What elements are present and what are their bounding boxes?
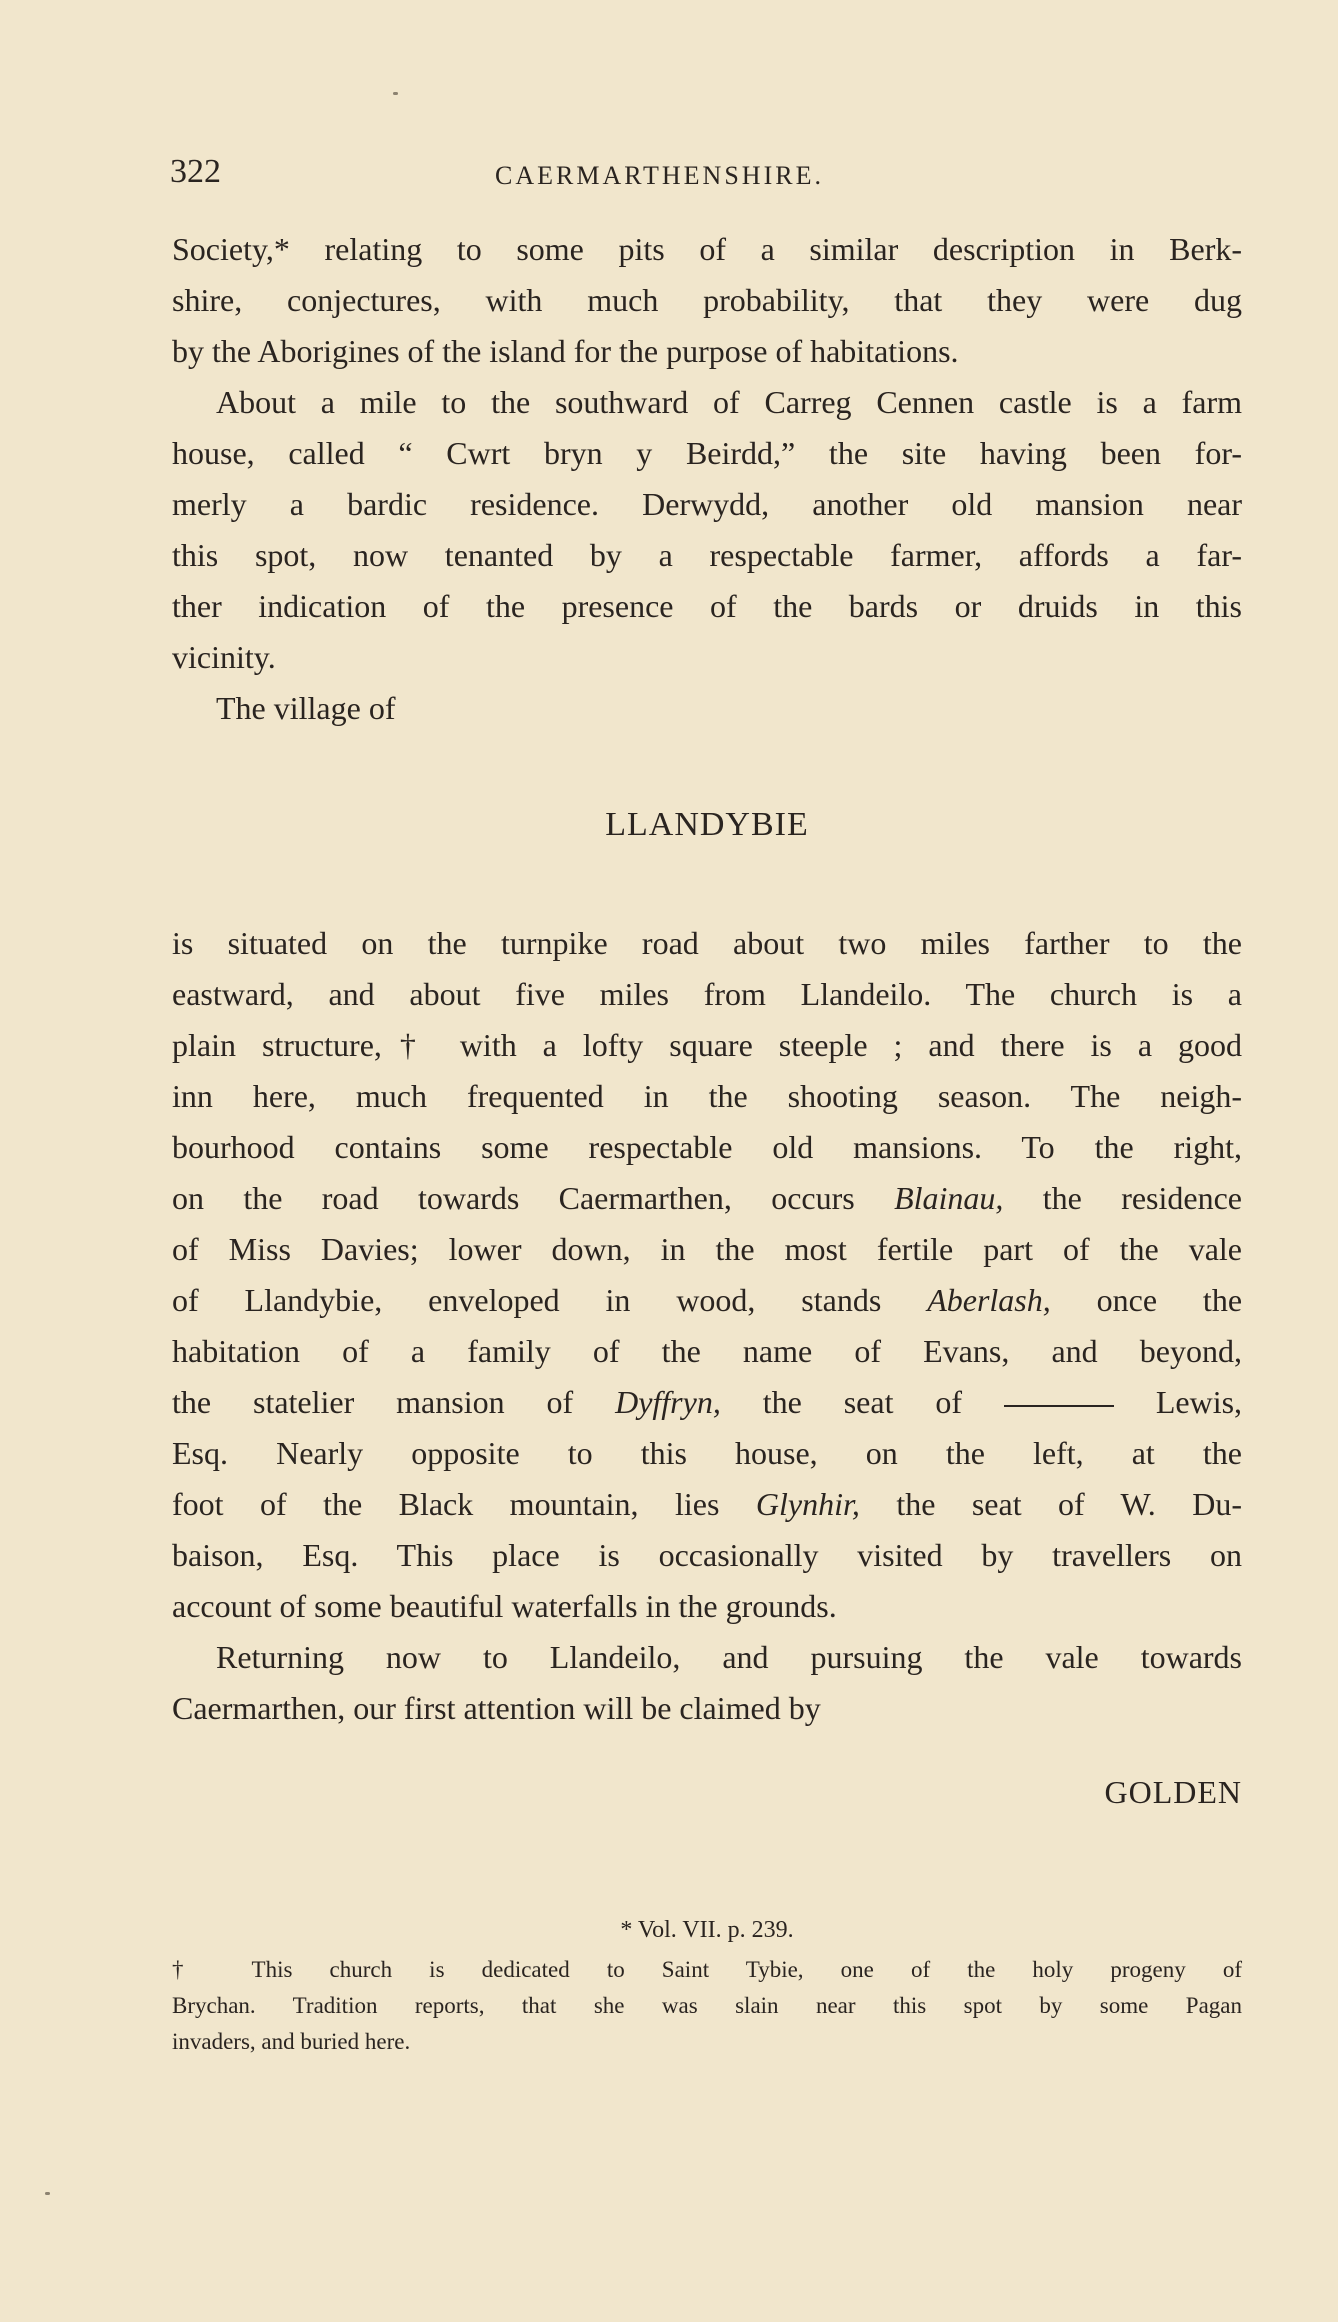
text-segment: the seat of [762, 1384, 963, 1420]
footnote-2-line: invaders, and buried here. [172, 2029, 411, 2054]
text-segment: of Llandybie, enveloped in wood, stands [172, 1282, 882, 1318]
text-line: account of some beautiful waterfalls in the grounds. [172, 1588, 837, 1624]
place-name: Aberlash, [927, 1282, 1051, 1318]
body-text-2 [172, 918, 1242, 1734]
place-name: Dyffryn, [615, 1384, 721, 1420]
place-name: Glynhir, [755, 1486, 860, 1522]
footnote-2-line: † This church is dedicated to Saint Tybie, one of the holy progeny of [172, 1957, 1242, 1982]
text-line: plain structure,† with a lofty square steeple ; and there is a good [172, 1027, 1242, 1063]
text-line: Esq. Nearly opposite to this house, on the left, at the [172, 1435, 1242, 1471]
footnote-2-line: Brychan. Tradition reports, that she was slain near this spot by some Pagan [172, 1993, 1242, 2018]
text-line: of Miss Davies; lower down, in the most fertile part of the vale [172, 1231, 1242, 1267]
footnotes [172, 1908, 1242, 2060]
text-line: Returning now to Llandeilo, and pursuing the vale towards [216, 1639, 1242, 1675]
text-line: habitation of a family of the name of Evans, and beyond, [172, 1333, 1242, 1369]
section-heading: LLANDYBIE [605, 806, 809, 843]
text-line: this spot, now tenanted by a respectable farmer, affords a far- [172, 537, 1242, 573]
text-line [172, 1173, 1242, 1224]
body-text [172, 224, 1242, 734]
text-line: shire, conjectures, with much probability, that they were dug [172, 282, 1242, 318]
text-line: About a mile to the southward of Carreg Cennen castle is a farm [216, 384, 1242, 420]
text-segment: once the [1096, 1282, 1243, 1318]
text-line [172, 1479, 1242, 1530]
text-segment: Lewis, [1155, 1384, 1243, 1420]
text-line: is situated on the turnpike road about two miles farther to the [172, 925, 1242, 961]
page-number: 322 [170, 153, 221, 190]
text-line: Caermarthen, our first attention will be claimed by [172, 1690, 821, 1726]
text-line: merly a bardic residence. Derwydd, another old mansion near [172, 486, 1242, 522]
text-line [172, 1275, 1242, 1326]
text-segment: on the road towards Caermarthen, occurs [172, 1180, 855, 1216]
paper-speck [393, 92, 398, 95]
text-line [172, 1377, 1242, 1428]
text-segment: the statelier mansion of [172, 1384, 574, 1420]
page-header [170, 152, 1250, 202]
footnote-1: * Vol. VII. p. 239. [620, 1917, 794, 1943]
text-line: house, called “ Cwrt bryn y Beirdd,” the site having been for- [172, 435, 1242, 471]
text-segment: the seat of W. Du- [896, 1486, 1243, 1522]
text-line: ther indication of the presence of the bards or druids in this [172, 588, 1242, 624]
text-line: eastward, and about five miles from Llandeilo. The church is a [172, 976, 1242, 1012]
blank-name-rule [1004, 1405, 1114, 1407]
text-line: inn here, much frequented in the shooting season. The neigh- [172, 1078, 1242, 1114]
text-segment: foot of the Black mountain, lies [172, 1486, 720, 1522]
paper-speck [45, 2192, 50, 2195]
catchword: GOLDEN [1104, 1774, 1242, 1810]
text-line: The village of [216, 690, 396, 726]
text-line: by the Aborigines of the island for the purpose of habitations. [172, 333, 959, 369]
text-line: Society,* relating to some pits of a similar description in Berk- [172, 231, 1242, 267]
text-line: bourhood contains some respectable old mansions. To the right, [172, 1129, 1242, 1165]
text-segment: the residence [1042, 1180, 1243, 1216]
place-name: Blainau, [894, 1180, 1004, 1216]
text-line: baison, Esq. This place is occasionally visited by travellers on [172, 1537, 1242, 1573]
text-line: vicinity. [172, 639, 276, 675]
running-head: CAERMARTHENSHIRE. [495, 161, 824, 190]
